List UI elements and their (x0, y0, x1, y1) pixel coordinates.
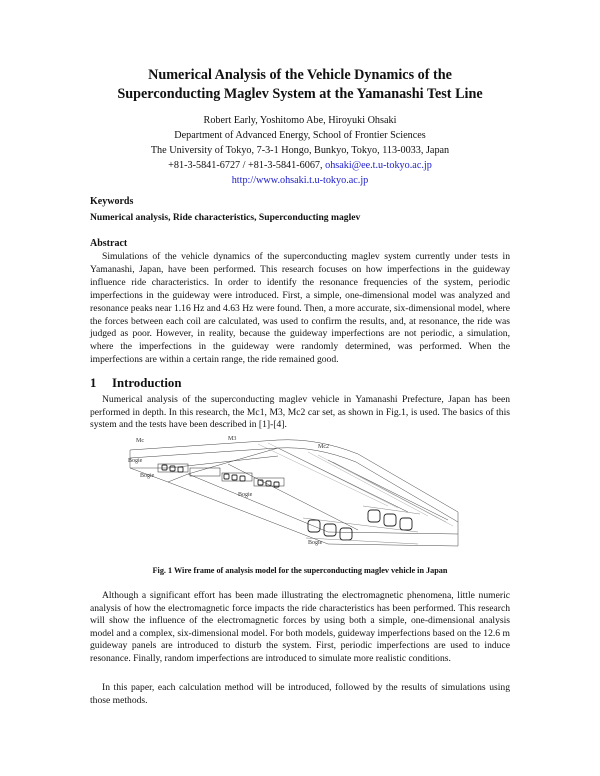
section-title: Introduction (112, 376, 182, 390)
title-line-1: Numerical Analysis of the Vehicle Dynamics of the (148, 67, 452, 83)
label-bogie-1: Bogie (128, 458, 143, 464)
phone-numbers: +81-3-5841-6727 / +81-3-5841-6067, (168, 160, 326, 171)
author-names: Robert Early, Yoshitomo Abe, Hiroyuki Ohsaki (203, 115, 397, 126)
maglev-wireframe-figure (128, 434, 468, 554)
keywords-heading: Keywords (90, 196, 134, 207)
intro-paragraph-3: In this paper, each calculation method will be introduced, followed by the results of simulations using those methods. (90, 682, 510, 706)
label-mc: Mc (136, 438, 144, 444)
label-m3: M3 (228, 436, 237, 442)
paper-title (90, 66, 510, 104)
homepage-link[interactable]: http://www.ohsaki.t.u-tokyo.ac.jp (231, 175, 369, 186)
abstract-text: Simulations of the vehicle dynamics of the superconducting maglev system currently under tests in Yamanashi, Japan, have been performed. This research focuses on how imperfections in the guideway influence ride characteristics. In order to identify the resonance frequencies of the system, periodic imperfections in the guideway were introduced. First, a simple, one-dimensional model was analyzed and resonance peaks near 1.16 Hz and 4.63 Hz were found. Then, a more accurate, six-dimensional model, where the forces between each coil are calculated, was used to confirm the results, and, at resonance, the ride was judged as poor. However, in reality, because the guideway imperfections are not periodic, a simulation, where the imperfections in the guideway were randomly determined, was performed. When the imperfections are within a certain range, the ride remained good. (90, 251, 510, 366)
affiliation-department: Department of Advanced Energy, School of Frontier Sciences (174, 130, 426, 141)
title-line-2: Superconducting Maglev System at the Yamanashi Test Line (117, 86, 483, 102)
affiliation-address: The University of Tokyo, 7-3-1 Hongo, Bunkyo, Tokyo, 113-0033, Japan (150, 145, 450, 156)
author-block (90, 113, 510, 188)
section-number: 1 (90, 376, 97, 390)
intro-paragraph-2: Although a significant effort has been made illustrating the electromagnetic phenomena, little numeric analysis of how the electromagnetic force impacts the ride characteristics has been performed. This research will show the influence of the electromagnetic forces by using both a simple, one-dimensional analysis model and a complex, six-dimensional model. For both models, guideway imperfections based on the 12.6 m guideway panels are introduced to disturb the system. First, periodic imperfections are used to induce resonance. Finally, random imperfections are introduced to simulate more realistic conditions. (90, 590, 510, 664)
intro-paragraph-1: Numerical analysis of the superconducting maglev vehicle in Yamanashi Prefecture, Japan has been performed in depth. In this research, the Mc1, M3, Mc2 car set, as shown in Fig.1, is used. The basics of this system and the tests have been described in [1]-[4]. (90, 394, 510, 431)
abstract-heading: Abstract (90, 238, 128, 249)
label-bogie-4: Bogie (308, 540, 323, 546)
figure-caption: Fig. 1 Wire frame of analysis model for the superconducting maglev vehicle in Japan (152, 566, 448, 575)
keywords-list: Numerical analysis, Ride characteristics, Superconducting maglev (90, 212, 361, 223)
email-link[interactable]: ohsaki@ee.t.u-tokyo.ac.jp (325, 160, 432, 171)
label-mc2: Mc2 (318, 444, 329, 450)
contact-line (90, 158, 510, 173)
label-bogie-3: Bogie (238, 492, 253, 498)
section-heading (90, 376, 181, 391)
label-bogie-2: Bogie (140, 473, 155, 479)
